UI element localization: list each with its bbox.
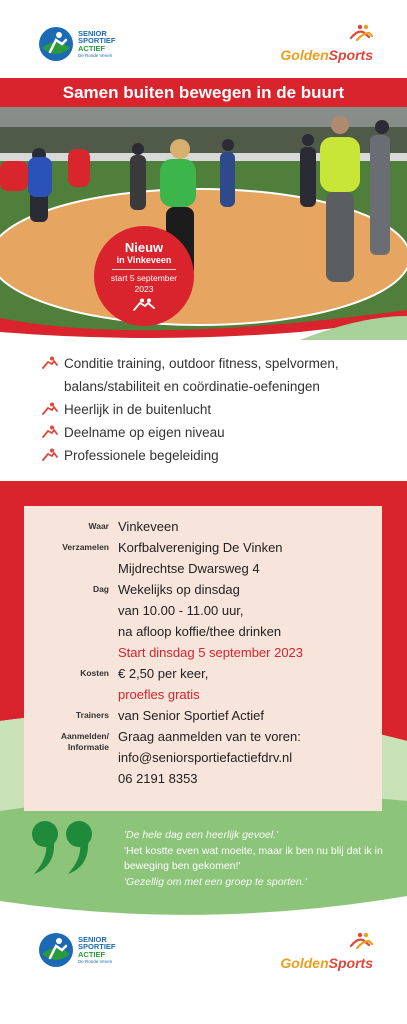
info-label: Verzamelen: [62, 542, 109, 552]
info-row-verzamelen: [24, 537, 382, 579]
quote-mark-icon: [28, 818, 98, 878]
info-card: [24, 506, 382, 811]
ssa-line3: ACTIEF: [78, 43, 106, 53]
info-row-trainers: [24, 705, 382, 726]
info-row-kosten: [24, 663, 382, 705]
list-item: [42, 444, 392, 467]
list-item: [42, 398, 392, 421]
ssa-line1: SENIOR: [78, 934, 107, 944]
testimonials: [124, 828, 394, 890]
list-item: [42, 352, 392, 398]
runner-bullet-icon: [42, 402, 58, 416]
info-row-waar: [24, 516, 382, 537]
runners-icon: [132, 298, 156, 312]
phone-number[interactable]: 06 2191 8353: [118, 771, 198, 786]
ssa-line1: SENIOR: [78, 28, 107, 38]
ssa-logo-icon: [38, 26, 74, 62]
info-value: € 2,50 per keer,: [118, 666, 209, 681]
ssa-tagline: De Ronde Venen: [78, 53, 113, 58]
feature-text: Professionele begeleiding: [64, 448, 219, 463]
info-value: van 10.00 - 11.00 uur,: [118, 603, 244, 618]
badge-title: Nieuw: [124, 240, 164, 255]
info-label: Dag: [92, 584, 109, 594]
runner-bullet-icon: [42, 356, 58, 370]
goldensports-part1: Golden: [280, 955, 329, 971]
goldensports-part2: Sports: [328, 47, 373, 63]
email-address[interactable]: info@seniorsportiefactiefdrv.nl: [118, 750, 293, 765]
goldensports-runners-icon: [343, 932, 373, 950]
badge-date-line1: start 5 september: [110, 273, 178, 283]
info-value: Graag aanmelden van te voren:: [118, 729, 301, 744]
ssa-line2: SPORTIEF: [78, 36, 116, 45]
feature-text: Heerlijk in de buitenlucht: [64, 402, 212, 417]
badge-date-line2: 2023: [134, 284, 154, 294]
ssa-logo-footer: [38, 932, 116, 968]
info-row-aanmelden: [24, 726, 382, 789]
testimonial-2: 'Het kostte even wat moeite, maar ik ben nu blij dat ik in beweging ben gekomen!': [124, 844, 383, 872]
feature-list: [42, 352, 392, 467]
ssa-logo: [38, 26, 116, 62]
info-value: van Senior Sportief Actief: [118, 708, 264, 723]
badge-divider: [112, 269, 176, 270]
ssa-tagline: De Ronde Venen: [78, 959, 113, 964]
ssa-logo-icon: [38, 932, 74, 968]
feature-text: Conditie training, outdoor fitness, spelvormen, balans/stabiliteit en coördinatie-oefeningen: [64, 356, 339, 394]
goldensports-logo: [280, 24, 373, 63]
info-value: Wekelijks op dinsdag: [118, 582, 240, 597]
runner-bullet-icon: [42, 425, 58, 439]
page-title: Samen buiten bewegen in de buurt: [0, 78, 407, 107]
info-value: Vinkeveen: [118, 519, 179, 534]
info-value: Korfbalvereniging De Vinken: [118, 540, 283, 555]
list-item: [42, 421, 392, 444]
testimonial-3: 'Gezellig om met een groep te sporten.': [124, 875, 307, 888]
ssa-line3: ACTIEF: [78, 949, 106, 959]
free-trial-text: proefles gratis: [118, 687, 200, 702]
testimonial-1: 'De hele dag een heerlijk gevoel.': [124, 829, 279, 841]
goldensports-part1: Golden: [280, 47, 329, 63]
info-label: Kosten: [80, 668, 109, 678]
runner-bullet-icon: [42, 448, 58, 462]
header-logos: [0, 0, 407, 78]
ssa-line2: SPORTIEF: [78, 942, 116, 951]
goldensports-runners-icon: [343, 24, 373, 42]
info-label: Waar: [88, 521, 109, 531]
info-value: Mijdrechtse Dwarsweg 4: [118, 561, 260, 576]
goldensports-part2: Sports: [328, 955, 373, 971]
feature-text: Deelname op eigen niveau: [64, 425, 225, 440]
info-value: na afloop koffie/thee drinken: [118, 624, 282, 639]
start-date: Start dinsdag 5 september 2023: [118, 645, 304, 660]
info-label: Informatie: [67, 742, 109, 752]
info-label: Trainers: [75, 710, 109, 720]
badge-subtitle: in Vinkeveen: [116, 255, 172, 265]
info-label: Aanmelden/: [60, 731, 109, 741]
info-row-dag: [24, 579, 382, 663]
goldensports-logo-footer: [280, 932, 373, 971]
new-location-badge: [94, 226, 194, 326]
photo-bottom-curve: [0, 296, 407, 344]
